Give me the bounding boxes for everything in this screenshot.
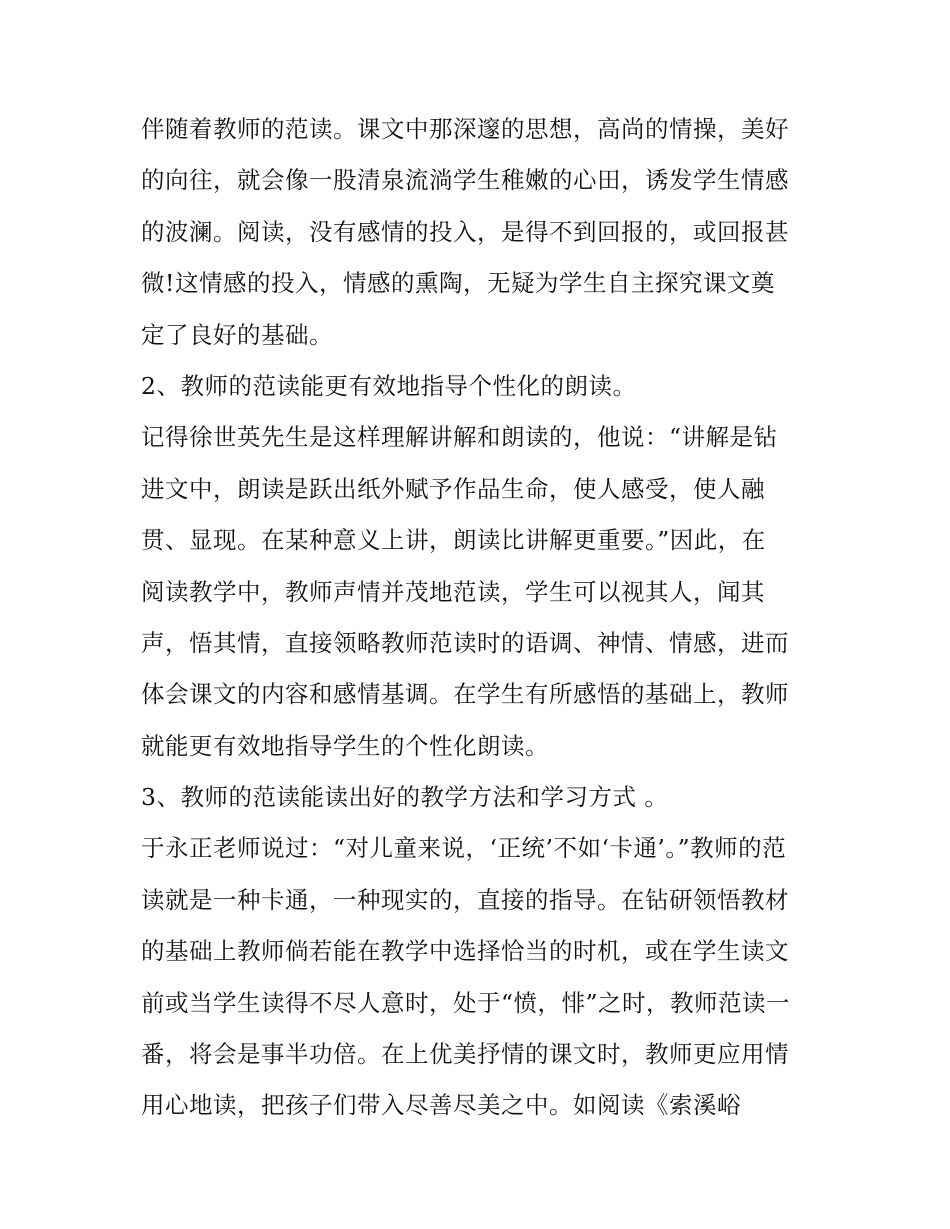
section-heading: 3、教师的范读能读出好的教学方法和学习方式 。 [141, 783, 669, 812]
text-line: 就能更有效地指导学生的个性化朗读。 [141, 731, 549, 760]
text-line: 记得徐世英先生是这样理解讲解和朗读的，他说：“讲解是钻 [141, 423, 778, 452]
text-line: 前或当学生读得不尽人意时，处于“愤，悱”之时，教师范读一 [141, 988, 791, 1017]
text-line: 的波澜。阅读，没有感情的投入，是得不到回报的，或回报甚 [141, 217, 789, 246]
text-line: 读就是一种卡通，一种现实的，直接的指导。在钻研领悟教材 [141, 885, 789, 914]
text-line: 于永正老师说过：“对儿童来说，‘正统’不如‘卡通’。”教师的范 [141, 834, 787, 863]
text-line: 进文中，朗读是跃出纸外赋予作品生命，使人感受，使人融 [141, 474, 765, 503]
text-line: 的向往，就会像一股清泉流淌学生稚嫩的心田，诱发学生情感 [141, 166, 789, 195]
text-line: 的基础上教师倘若能在教学中选择恰当的时机，或在学生读文 [141, 937, 789, 966]
text-line: 番，将会是事半功倍。在上优美抒情的课文时，教师更应用情 [141, 1040, 789, 1069]
text-line: 微!这情感的投入，情感的熏陶，无疑为学生自主探究课文奠 [141, 269, 775, 298]
text-line: 定了良好的基础。 [141, 320, 333, 349]
text-line: 用心地读，把孩子们带入尽善尽美之中。如阅读《索溪峪 [141, 1091, 741, 1120]
text-line: 体会课文的内容和感情基调。在学生有所感悟的基础上，教师 [141, 680, 789, 709]
text-line: 贯、显现。在某种意义上讲，朗读比讲解更重要。”因此，在 [141, 526, 766, 555]
text-line: 伴随着教师的范读。课文中那深邃的思想，高尚的情操，美好 [141, 115, 789, 143]
section-heading: 2、教师的范读能更有效地指导个性化的朗读。 [141, 371, 637, 400]
text-line: 阅读教学中，教师声情并茂地范读，学生可以视其人，闻其 [141, 577, 765, 606]
text-line: 声，悟其情，直接领略教师范读时的语调、神情、情感，进而 [141, 628, 789, 657]
body-text [141, 104, 821, 1132]
